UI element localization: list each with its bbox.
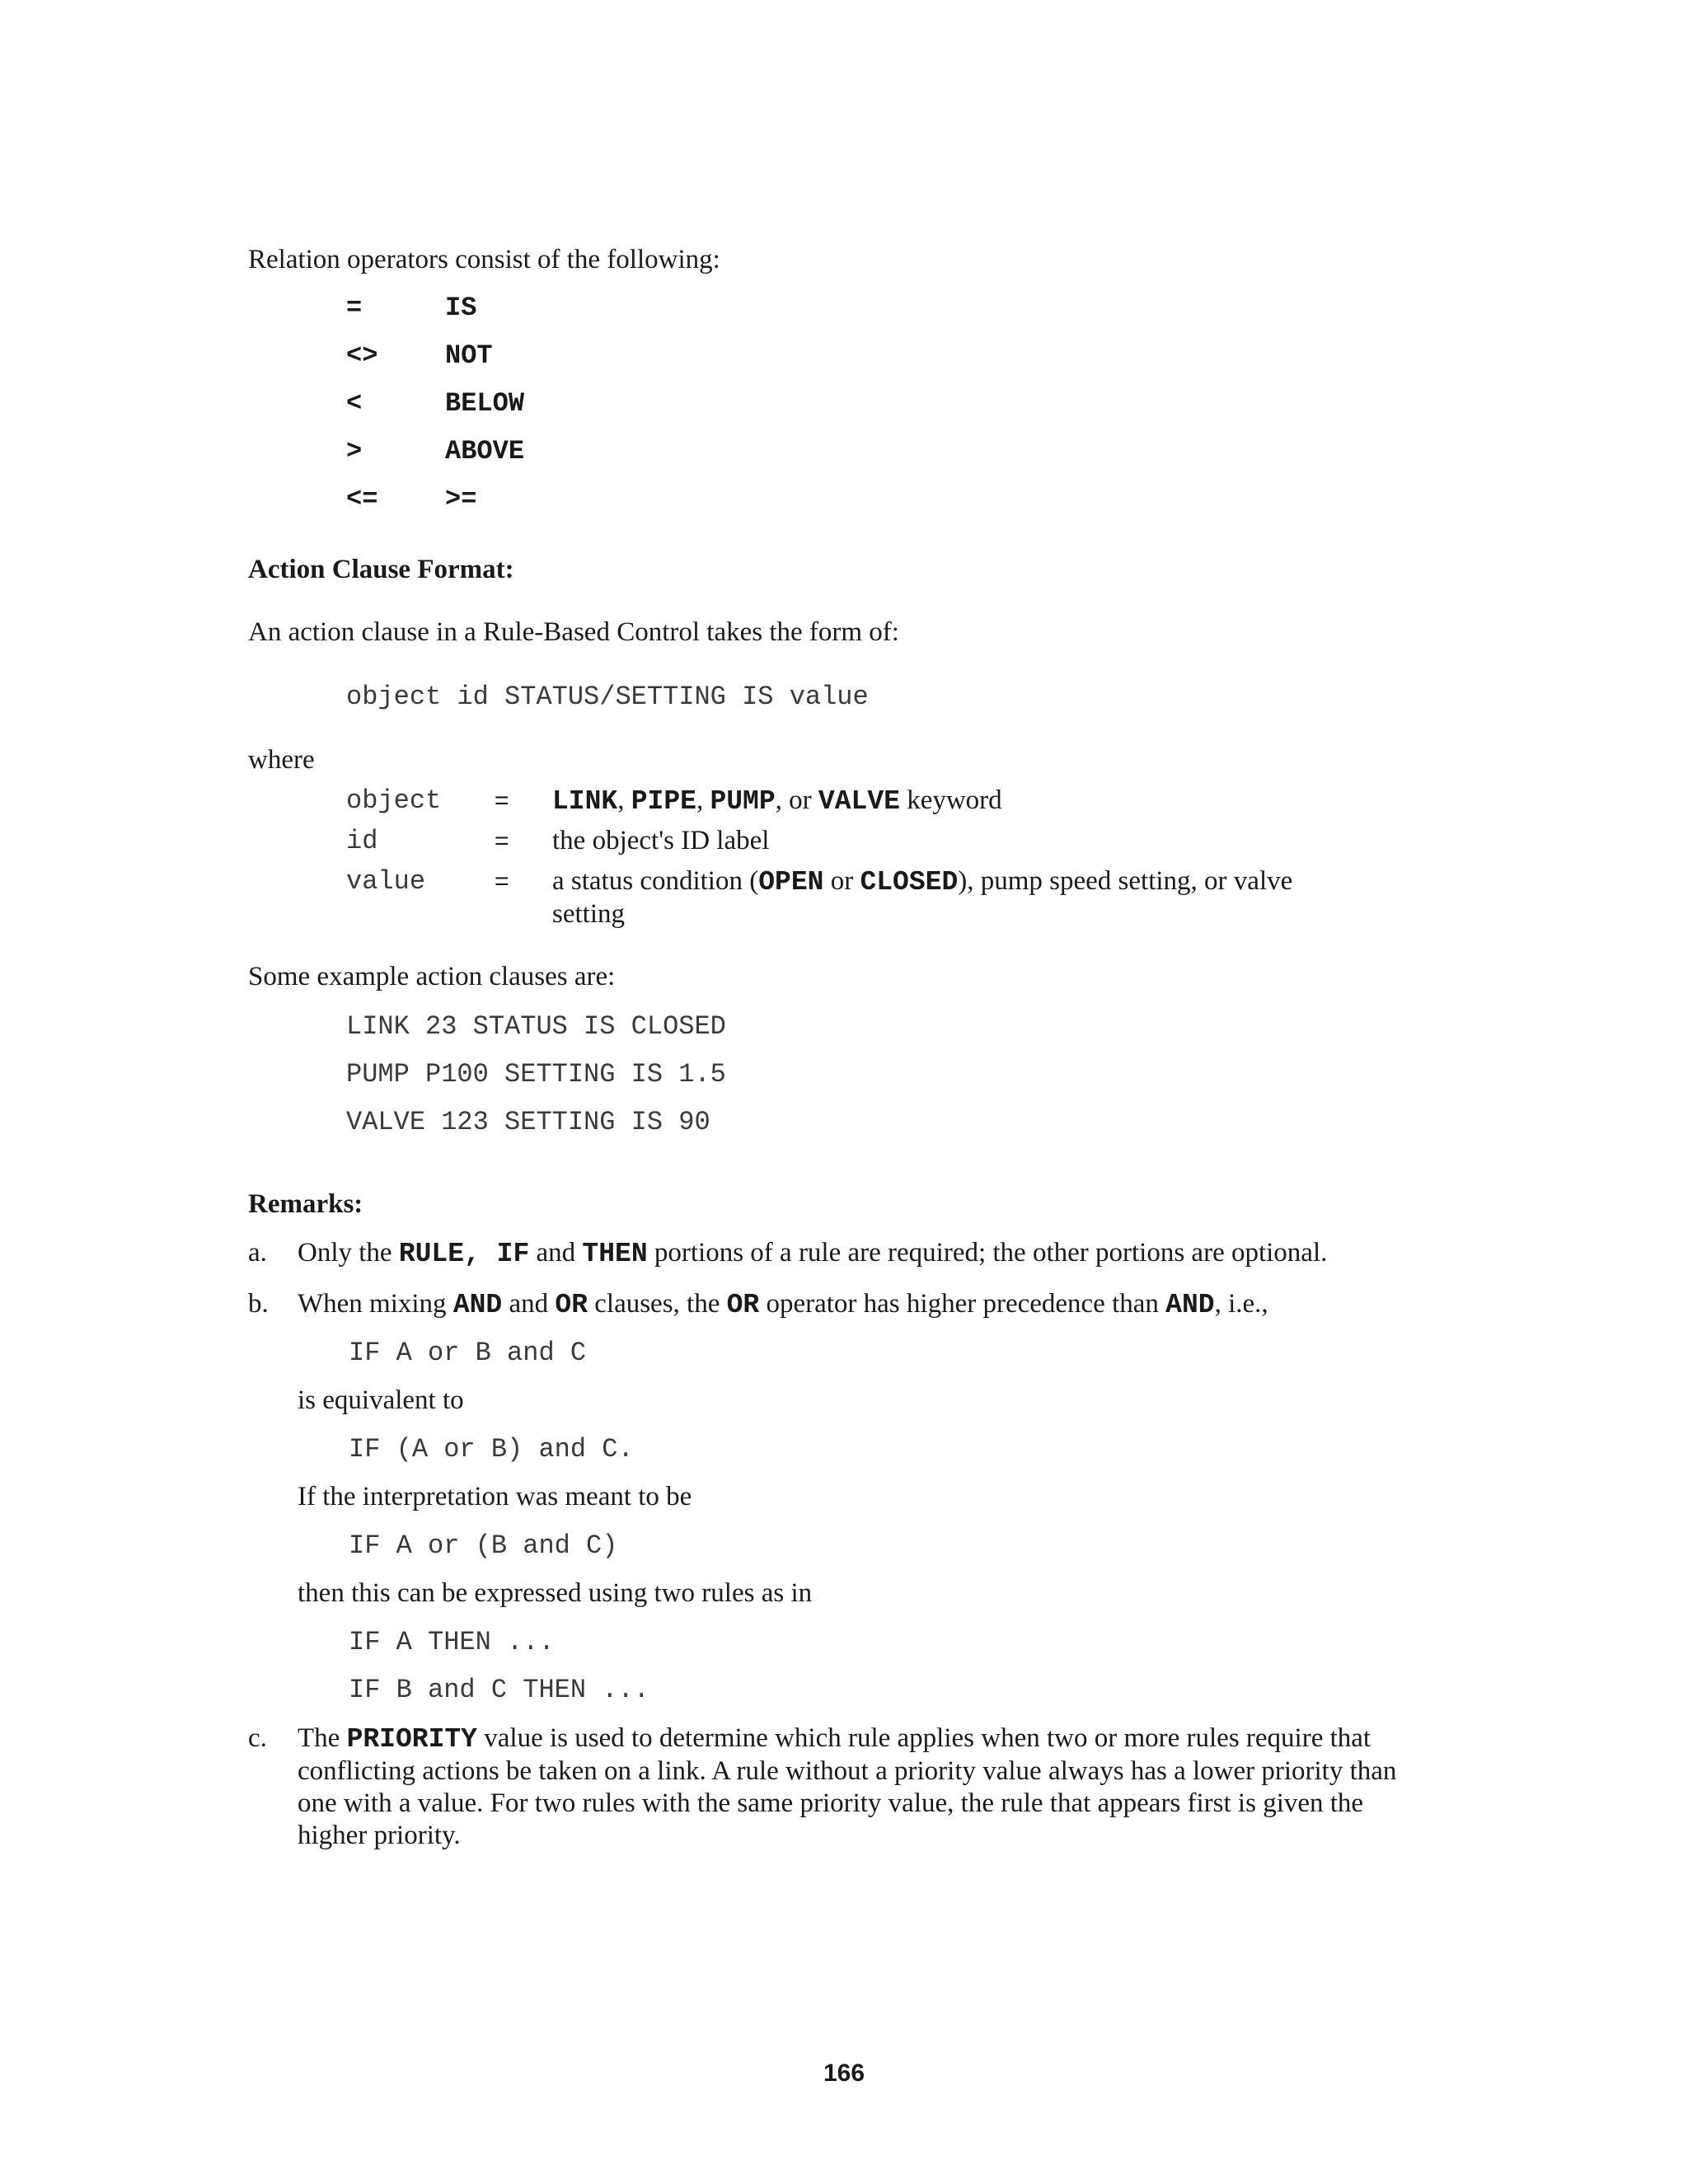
where-definition xyxy=(552,865,1311,930)
text: The xyxy=(298,1723,347,1753)
operator-word: NOT xyxy=(445,340,493,371)
keyword: VALVE xyxy=(818,786,900,817)
list-marker: a. xyxy=(248,1238,267,1268)
keyword: CLOSED xyxy=(860,867,959,898)
text: and xyxy=(502,1289,556,1319)
remarks-heading: Remarks: xyxy=(248,1189,363,1219)
operator-symbol: <= xyxy=(346,484,378,514)
code-example: IF A THEN ... xyxy=(349,1627,555,1657)
operator-word: >= xyxy=(445,484,477,514)
text: Only the xyxy=(298,1238,399,1268)
operator-symbol: <> xyxy=(346,340,378,371)
list-marker: b. xyxy=(248,1289,269,1319)
explanation-text: is equivalent to xyxy=(298,1385,464,1415)
text: keyword xyxy=(899,785,1002,815)
page-number: 166 xyxy=(823,2060,865,2087)
text: When mixing xyxy=(298,1289,453,1319)
code-example: IF A or (B and C) xyxy=(349,1530,618,1561)
where-equals: = xyxy=(495,787,509,814)
examples-intro: Some example action clauses are: xyxy=(248,962,616,991)
operator-word: ABOVE xyxy=(445,436,525,466)
example-clause: PUMP P100 SETTING IS 1.5 xyxy=(346,1059,726,1090)
keyword: PIPE xyxy=(631,786,696,817)
text: portions of a rule are required; the other portions are optional. xyxy=(647,1238,1328,1268)
keyword: RULE, IF xyxy=(398,1239,530,1269)
keyword: PRIORITY xyxy=(346,1724,477,1755)
action-clause-heading: Action Clause Format: xyxy=(248,555,514,584)
explanation-text: If the interpretation was meant to be xyxy=(298,1482,692,1511)
operator-symbol: > xyxy=(346,436,363,466)
text: operator has higher precedence than xyxy=(759,1289,1166,1319)
operator-word: IS xyxy=(445,293,477,323)
keyword: THEN xyxy=(582,1239,648,1269)
keyword: OR xyxy=(555,1290,588,1320)
keyword: LINK xyxy=(552,786,618,817)
text: , xyxy=(617,785,631,815)
keyword: AND xyxy=(452,1290,503,1320)
remark-a-text xyxy=(298,1237,1418,1270)
example-clause: VALVE 123 SETTING IS 90 xyxy=(346,1107,710,1137)
operator-word: BELOW xyxy=(445,388,525,419)
relation-operators-intro: Relation operators consist of the following: xyxy=(248,245,720,274)
keyword: OR xyxy=(726,1290,760,1320)
operator-symbol: < xyxy=(346,388,363,419)
explanation-text: then this can be expressed using two rules as in xyxy=(298,1578,813,1608)
where-equals: = xyxy=(495,868,509,895)
keyword: PUMP xyxy=(710,786,776,817)
code-example: IF B and C THEN ... xyxy=(349,1675,649,1705)
where-term: value xyxy=(346,866,426,897)
text: a status condition ( xyxy=(552,866,759,896)
remark-c-text xyxy=(298,1722,1427,1852)
code-example: IF A or B and C xyxy=(349,1338,587,1368)
where-label: where xyxy=(248,745,315,775)
text: value is used to determine which rule applies when two or more rules require that conflicting actions be taken on a link. A rule without a priority value always has a lower priority than one with a value. For two rules with the same priority value, the rule that appears first is given the higher priority. xyxy=(298,1723,1397,1850)
text: clauses, the xyxy=(588,1289,727,1319)
list-marker: c. xyxy=(248,1723,267,1753)
example-clause: LINK 23 STATUS IS CLOSED xyxy=(346,1011,726,1042)
action-clause-syntax: object id STATUS/SETTING IS value xyxy=(346,682,869,712)
text: and xyxy=(529,1238,583,1268)
where-definition: the object's ID label xyxy=(552,826,770,855)
text: , or xyxy=(775,785,818,815)
operator-symbol: = xyxy=(346,293,363,323)
text: ), pump speed setting, or valve setting xyxy=(552,866,1293,929)
where-term: id xyxy=(346,826,378,856)
text: , xyxy=(696,785,710,815)
action-clause-intro: An action clause in a Rule-Based Control takes the form of: xyxy=(248,617,899,647)
where-equals: = xyxy=(495,827,509,855)
code-example: IF (A or B) and C. xyxy=(349,1434,634,1465)
text: , i.e., xyxy=(1214,1289,1268,1319)
keyword: OPEN xyxy=(758,867,824,898)
remark-b-text xyxy=(298,1288,1418,1321)
where-definition xyxy=(552,785,1327,818)
text: or xyxy=(823,866,860,896)
where-term: object xyxy=(346,785,442,816)
keyword: AND xyxy=(1165,1290,1215,1320)
